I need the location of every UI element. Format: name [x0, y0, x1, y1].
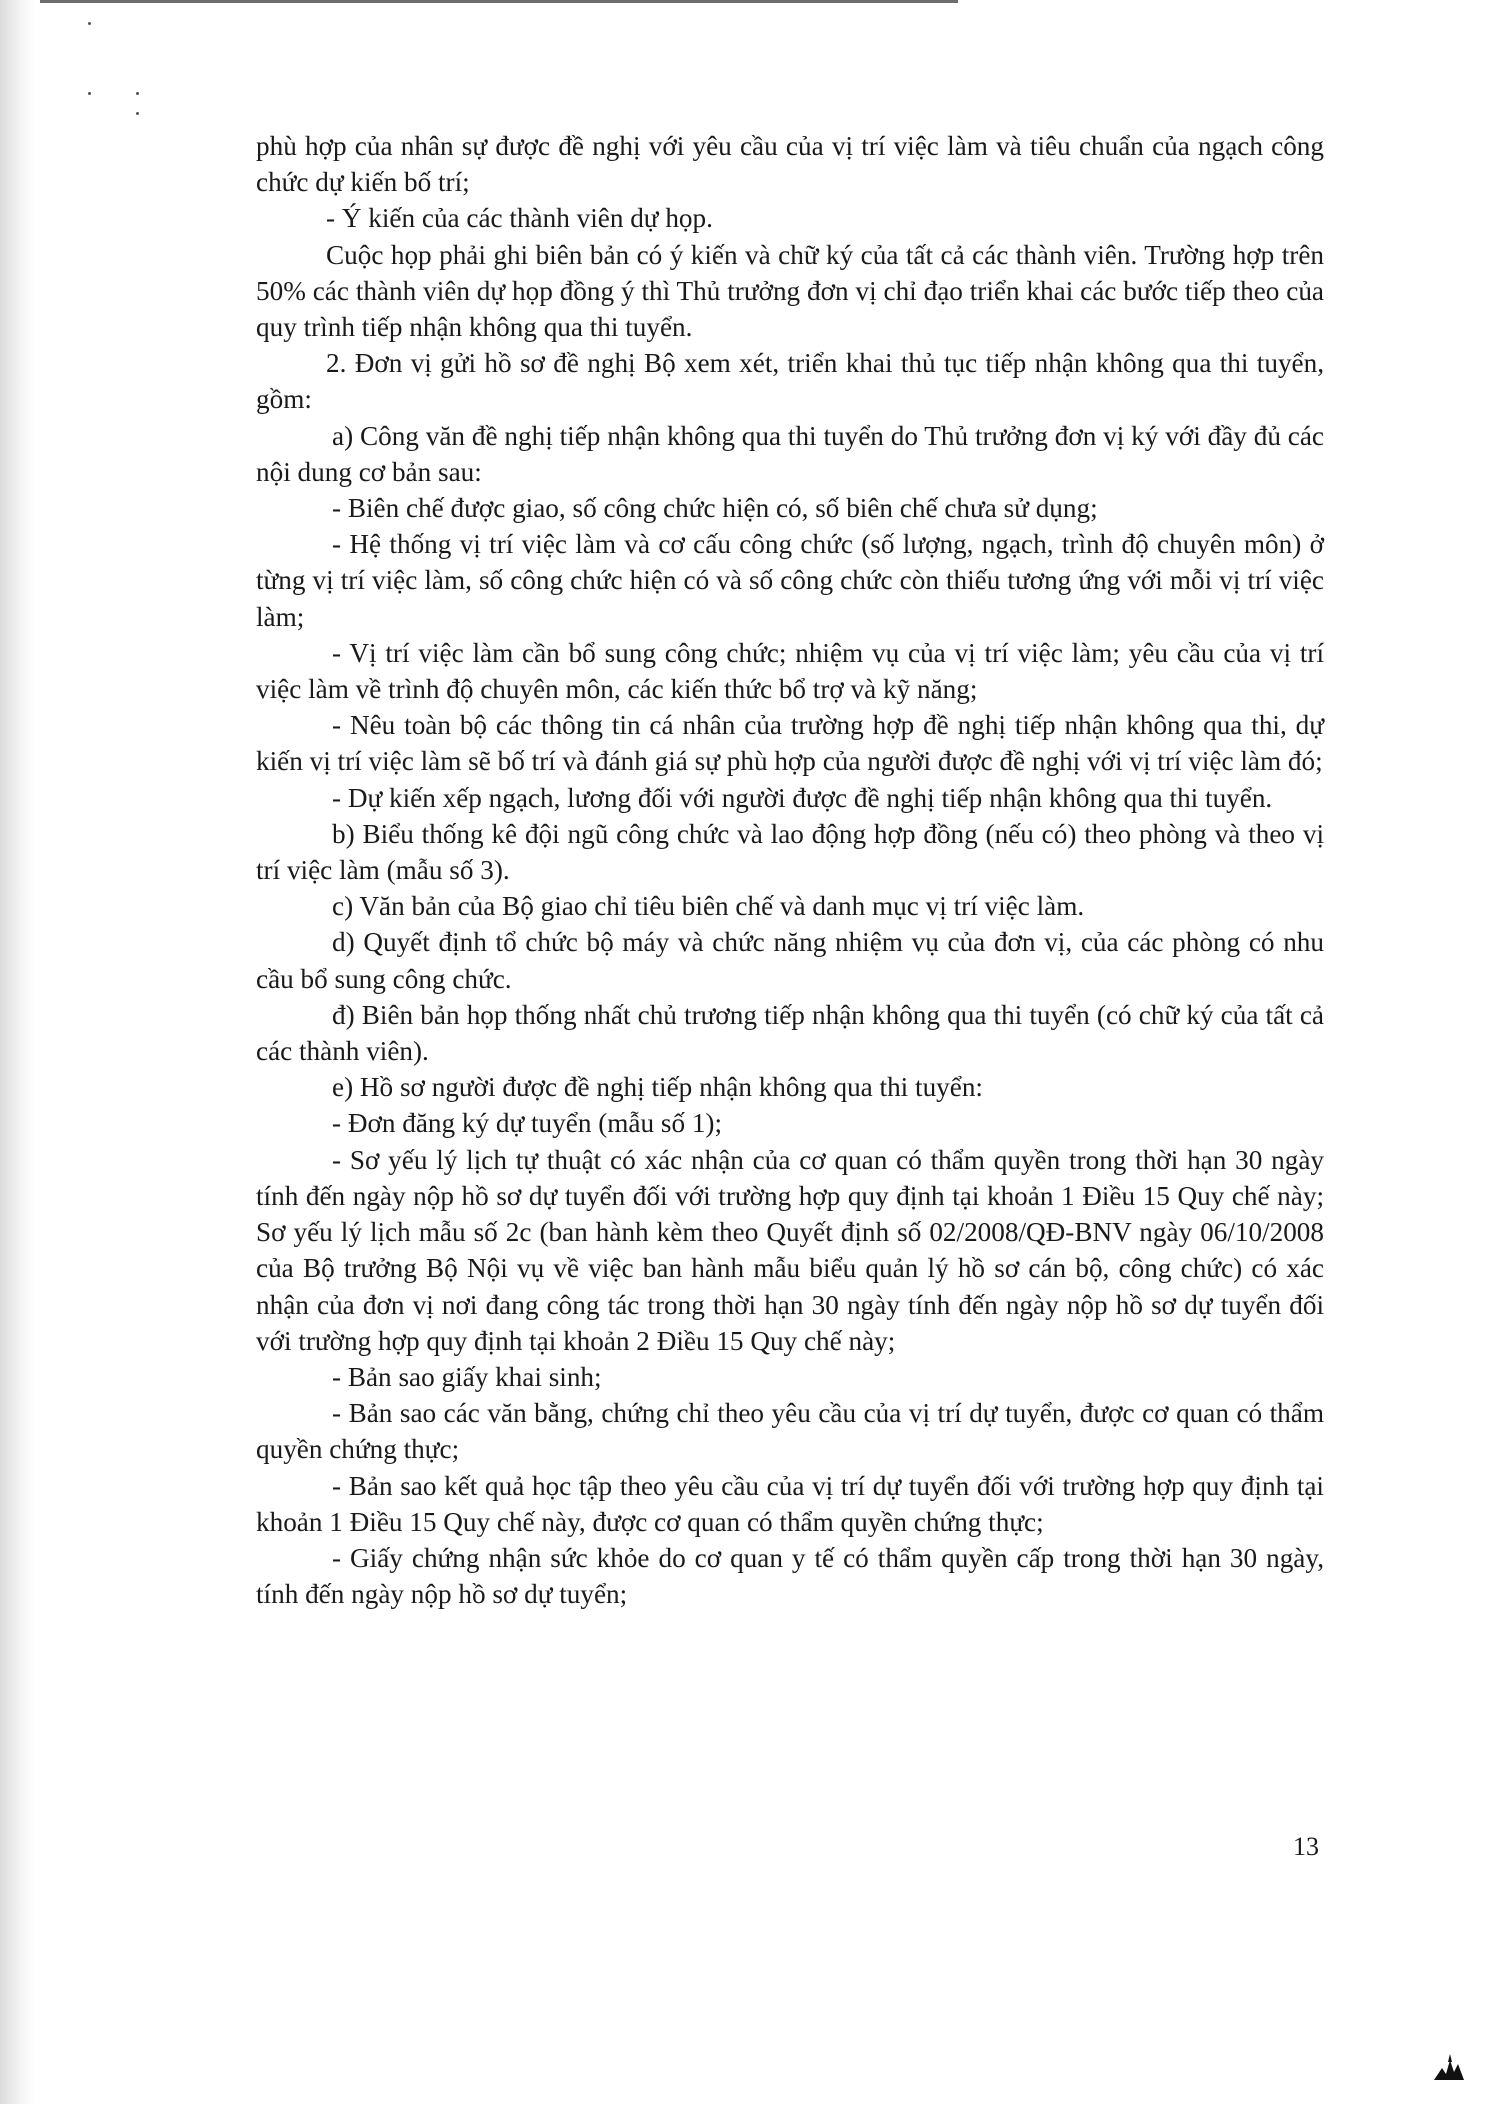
scan-speck: [88, 92, 91, 95]
paragraph: d) Quyết định tổ chức bộ máy và chức năng nhiệm vụ của đơn vị, của các phòng có nhu cầu bổ sung công chức.: [256, 927, 1324, 994]
scan-speck: [136, 112, 139, 115]
paragraph: - Biên chế được giao, số công chức hiện có, số biên chế chưa sử dụng;: [332, 493, 1098, 524]
paragraph: - Hệ thống vị trí việc làm và cơ cấu công chức (số lượng, ngạch, trình độ chuyên môn) ở từng vị trí việc làm, số công chức hiện có và số công chức còn thiếu tương ứng với mỗi vị trí việc làm;: [256, 529, 1324, 632]
paragraph: a) Công văn đề nghị tiếp nhận không qua thi tuyển do Thủ trưởng đơn vị ký với đầy đủ các nội dung cơ bản sau:: [256, 420, 1324, 487]
paragraph: b) Biểu thống kê đội ngũ công chức và lao động hợp đồng (nếu có) theo phòng và theo vị trí việc làm (mẫu số 3).: [256, 818, 1324, 886]
paragraph: - Bản sao kết quả học tập theo yêu cầu của vị trí dự tuyển đối với trường hợp quy định tại khoản 1 Điều 15 Quy chế này, được cơ quan có thẩm quyền chứng thực;: [256, 1470, 1324, 1537]
paragraph: đ) Biên bản họp thống nhất chủ trương tiếp nhận không qua thi tuyển (có chữ ký của tất cả các thành viên).: [256, 999, 1324, 1067]
scan-top-border: [40, 0, 958, 3]
paragraph: - Vị trí việc làm cần bổ sung công chức; nhiệm vụ của vị trí việc làm; yêu cầu của vị trí việc làm về trình độ chuyên môn, các kiến thức bổ trợ và kỹ năng;: [256, 637, 1324, 705]
ink-stamp-icon: [1432, 2052, 1466, 2082]
paragraph: - Dự kiến xếp ngạch, lương đối với người được đề nghị tiếp nhận không qua thi tuyển.: [332, 782, 1273, 813]
paragraph: e) Hồ sơ người được đề nghị tiếp nhận không qua thi tuyển:: [332, 1072, 983, 1103]
paragraph: - Bản sao giấy khai sinh;: [332, 1361, 602, 1392]
paragraph: - Đơn đăng ký dự tuyển (mẫu số 1);: [332, 1108, 723, 1139]
document-body: [256, 128, 1324, 1612]
paragraph: - Nêu toàn bộ các thông tin cá nhân của trường hợp đề nghị tiếp nhận không qua thi, dự kiến vị trí việc làm sẽ bố trí và đánh giá sự phù hợp của người được đề nghị với vị trí việc làm đó;: [256, 710, 1324, 777]
paragraph: Cuộc họp phải ghi biên bản có ý kiến và chữ ký của tất cả các thành viên. Trường hợp trên 50% các thành viên dự họp đồng ý thì Thủ trưởng đơn vị chỉ đạo triển khai các bước tiếp theo của quy trình tiếp nhận không qua thi tuyển.: [256, 239, 1324, 343]
scan-shadow-edge: [0, 0, 36, 2104]
paragraph: - Ý kiến của các thành viên dự họp.: [326, 203, 713, 234]
scan-speck: [136, 92, 139, 95]
paragraph: c) Văn bản của Bộ giao chỉ tiêu biên chế và danh mục vị trí việc làm.: [332, 891, 1085, 922]
paragraph: phù hợp của nhân sự được đề nghị với yêu cầu của vị trí việc làm và tiêu chuẩn của ngạch công chức dự kiến bố trí;: [256, 131, 1324, 198]
paragraph: - Giấy chứng nhận sức khỏe do cơ quan y tế có thẩm quyền cấp trong thời hạn 30 ngày, tính đến ngày nộp hồ sơ dự tuyển;: [256, 1542, 1324, 1610]
paragraph: - Sơ yếu lý lịch tự thuật có xác nhận của cơ quan có thẩm quyền trong thời hạn 30 ngày tính đến ngày nộp hồ sơ dự tuyển đối với trường hợp quy định tại khoản 1 Điều 15 Quy chế này; Sơ yếu lý lịch mẫu số 2c (ban hành kèm theo Quyết định số 02/2008/QĐ-BNV ngày 06/10/2008 của Bộ trưởng Bộ Nội vụ về việc ban hành mẫu biểu quản lý hồ sơ cán bộ, công chức) có xác nhận của đơn vị nơi đang công tác trong thời hạn 30 ngày tính đến ngày nộp hồ sơ dự tuyển đối với trường hợp quy định tại khoản 2 Điều 15 Quy chế này;: [256, 1144, 1324, 1356]
page-number: 13: [1293, 1832, 1319, 1861]
scan-speck: [88, 22, 91, 25]
paragraph: - Bản sao các văn bằng, chứng chỉ theo yêu cầu của vị trí dự tuyển, được cơ quan có thẩm quyền chứng thực;: [256, 1398, 1324, 1465]
paragraph: 2. Đơn vị gửi hồ sơ đề nghị Bộ xem xét, triển khai thủ tục tiếp nhận không qua thi tuyển, gồm:: [256, 348, 1324, 415]
